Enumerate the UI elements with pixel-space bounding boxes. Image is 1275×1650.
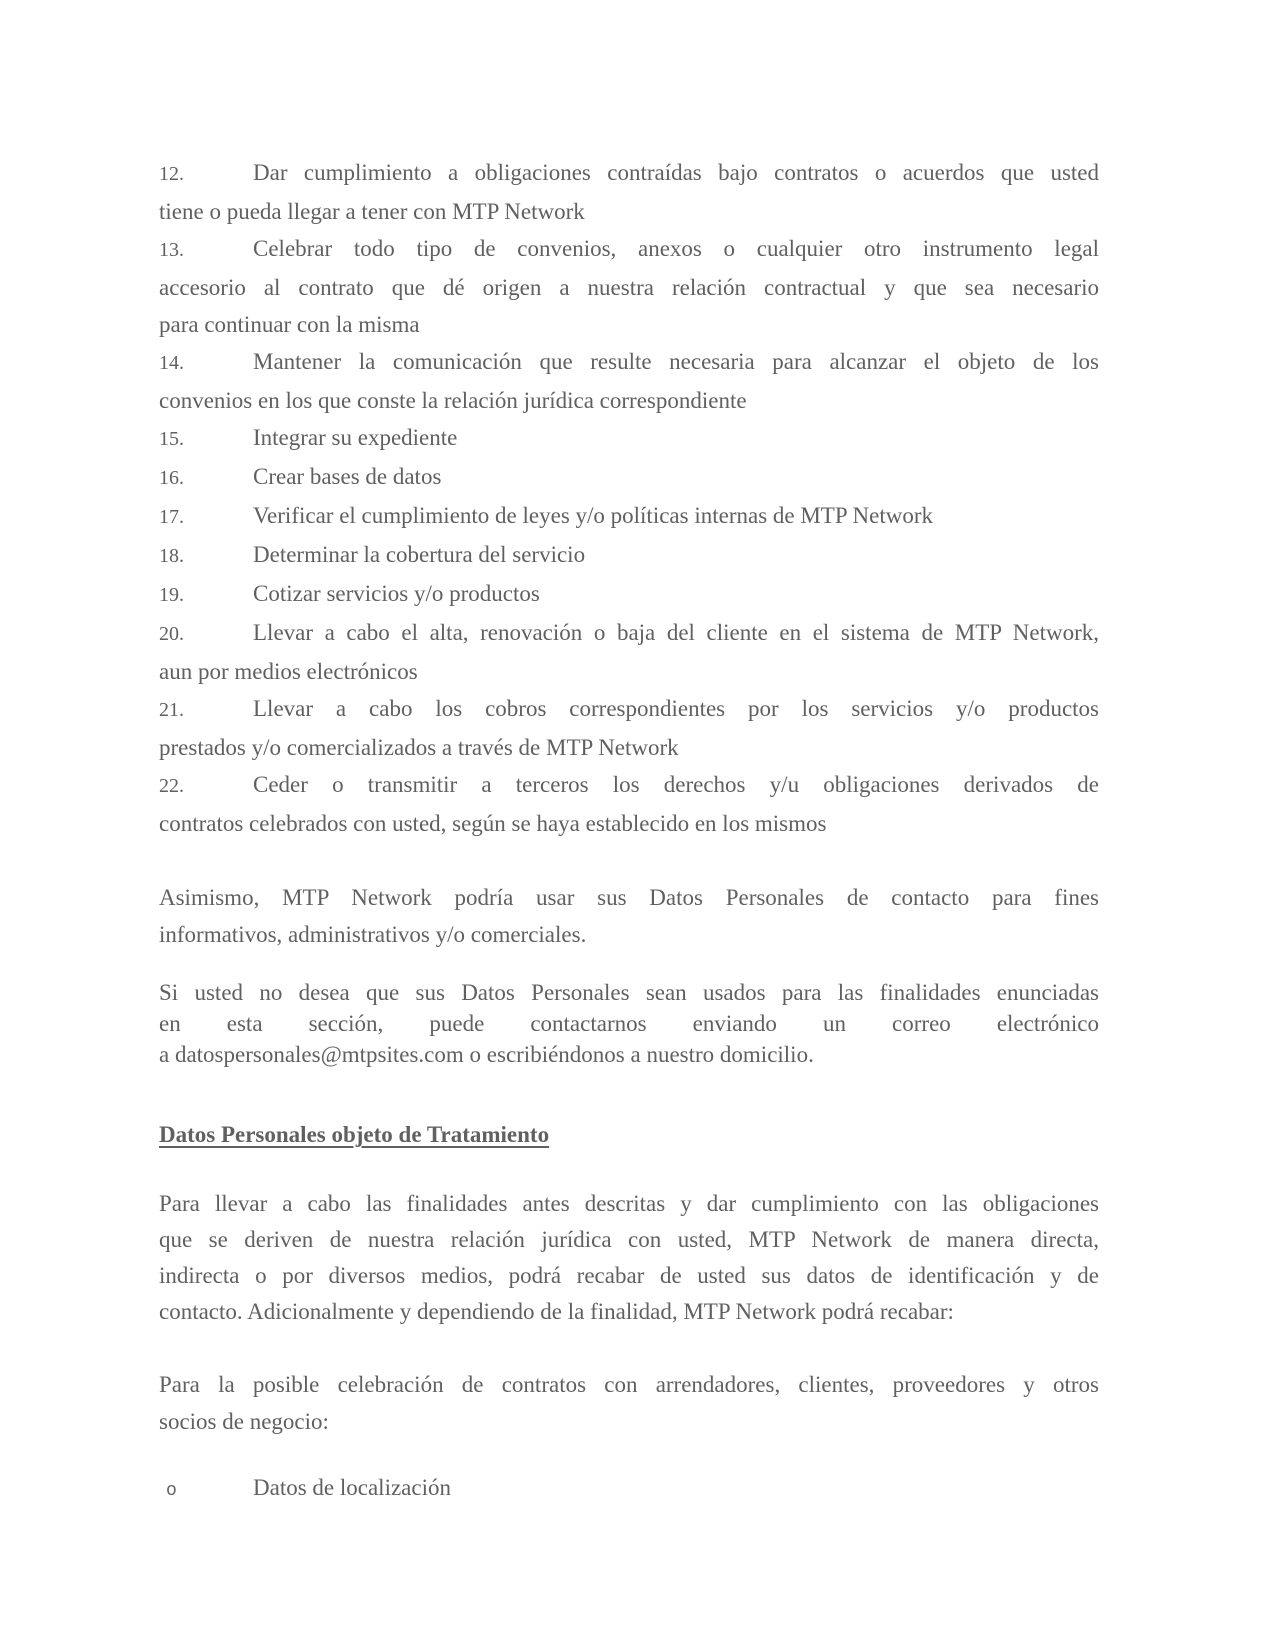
numbered-list-item: [159, 766, 1099, 842]
list-item-text: Dar cumplimiento a obligaciones contraídas bajo contratos o acuerdos que usted: [253, 160, 1099, 185]
list-item-text: Integrar su expediente: [253, 425, 458, 450]
paragraph-line: informativos, administrativos y/o comerciales.: [159, 922, 587, 947]
list-item-number: 22.: [159, 775, 184, 797]
list-item-line: prestados y/o comercializados a través de MTP Network: [159, 735, 679, 760]
list-item-text: Ceder o transmitir a terceros los derechos y/u obligaciones derivados de: [253, 772, 1099, 797]
list-item-text: Determinar la cobertura del servicio: [253, 542, 586, 567]
numbered-list-item: [159, 536, 1099, 575]
paragraph-contract-parties: [159, 1366, 1099, 1440]
list-item-text: Verificar el cumplimiento de leyes y/o políticas internas de MTP Network: [253, 503, 934, 528]
list-item-number: 19.: [159, 584, 184, 606]
list-item-text: Crear bases de datos: [253, 464, 442, 489]
bullet-list-item: [159, 1469, 1099, 1510]
list-item-number: 18.: [159, 545, 184, 567]
numbered-list-item: [159, 497, 1099, 536]
list-item-text: Celebrar todo tipo de convenios, anexos o cualquier otro instrumento legal: [253, 236, 1099, 261]
paragraph-line: Para llevar a cabo las finalidades antes descritas y dar cumplimiento con las obligaciones: [159, 1191, 1099, 1216]
list-item-text: Llevar a cabo el alta, renovación o baja del cliente en el sistema de MTP Network,: [253, 620, 1099, 645]
list-item-number: 12.: [159, 163, 184, 185]
list-item-number: 16.: [159, 467, 184, 489]
section-heading: [159, 1116, 1099, 1153]
list-item-line: accesorio al contrato que dé origen a nuestra relación contractual y que sea necesario: [159, 275, 1099, 300]
paragraph-line: a datospersonales@mtpsites.com o escribiéndonos a nuestro domicilio.: [159, 1042, 814, 1067]
document-content: [159, 154, 1099, 1510]
paragraph-line: contacto. Adicionalmente y dependiendo de la finalidad, MTP Network podrá recabar:: [159, 1299, 954, 1324]
list-item-line: convenios en los que conste la relación jurídica correspondiente: [159, 388, 747, 413]
list-item-line: tiene o pueda llegar a tener con MTP Network: [159, 199, 585, 224]
list-item-text: Mantener la comunicación que resulte necesaria para alcanzar el objeto de los: [253, 349, 1099, 374]
list-item-text: Llevar a cabo los cobros correspondientes por los servicios y/o productos: [253, 696, 1099, 721]
list-item-line: contratos celebrados con usted, según se haya establecido en los mismos: [159, 811, 827, 836]
list-item-number: 17.: [159, 506, 184, 528]
list-item-text: Cotizar servicios y/o productos: [253, 581, 540, 606]
numbered-list-item: [159, 230, 1099, 343]
list-item-number: 15.: [159, 428, 184, 450]
paragraph-line: indirecta o por diversos medios, podrá recabar de usted sus datos de identificación y de: [159, 1263, 1099, 1288]
list-item-number: 20.: [159, 623, 184, 645]
section-heading-text: Datos Personales objeto de Tratamiento: [159, 1122, 550, 1147]
bullet-list: [159, 1469, 1099, 1510]
numbered-list-item: [159, 614, 1099, 690]
paragraph-contact-info: [159, 977, 1099, 1070]
list-item-number: 14.: [159, 352, 184, 374]
paragraph-line: socios de negocio:: [159, 1409, 329, 1434]
list-item-number: 13.: [159, 239, 184, 261]
numbered-list-item: [159, 575, 1099, 614]
bullet-item-text: Datos de localización: [253, 1475, 451, 1500]
paragraph-line: en esta sección, puede contactarnos enviando un correo electrónico: [159, 1011, 1099, 1036]
numbered-list-item: [159, 458, 1099, 497]
paragraph-line: Asimismo, MTP Network podría usar sus Datos Personales de contacto para fines: [159, 885, 1099, 910]
paragraph-data-collection: [159, 1186, 1099, 1330]
paragraph-line: que se deriven de nuestra relación jurídica con usted, MTP Network de manera directa,: [159, 1227, 1099, 1252]
paragraph-asimismo: [159, 879, 1099, 953]
numbered-list-item: [159, 690, 1099, 766]
list-item-line: aun por medios electrónicos: [159, 659, 418, 684]
list-item-number: 21.: [159, 699, 184, 721]
bullet-marker: o: [166, 1481, 177, 1501]
paragraph-line: Para la posible celebración de contratos con arrendadores, clientes, proveedores y otros: [159, 1372, 1099, 1397]
list-item-line: para continuar con la misma: [159, 312, 420, 337]
numbered-list-item: [159, 343, 1099, 419]
paragraph-line: Si usted no desea que sus Datos Personales sean usados para las finalidades enunciadas: [159, 980, 1099, 1005]
numbered-list-item: [159, 154, 1099, 230]
numbered-list-item: [159, 419, 1099, 458]
numbered-list: [159, 154, 1099, 842]
